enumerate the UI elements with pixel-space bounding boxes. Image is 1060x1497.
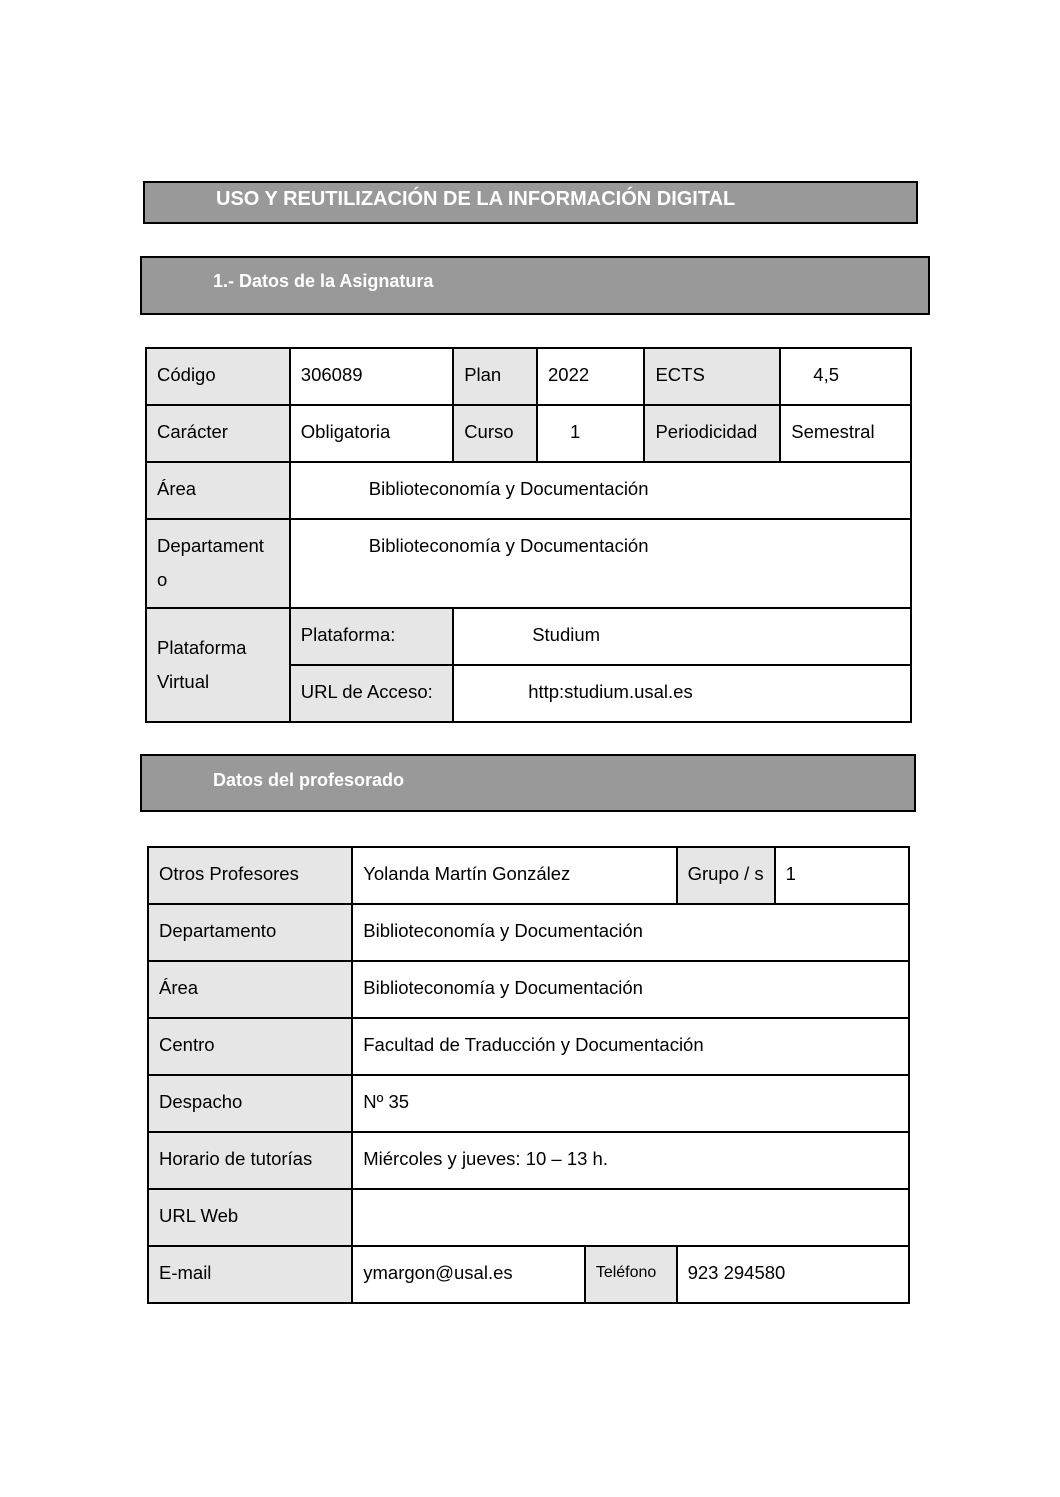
document-title-bar [143, 181, 918, 224]
departamento-value: Biblioteconomía y Documentación [352, 904, 909, 961]
telefono-value: 923 294580 [677, 1246, 909, 1303]
despacho-value: Nº 35 [352, 1075, 909, 1132]
url-web-value [352, 1189, 909, 1246]
plan-label: Plan [453, 348, 537, 405]
subject-data-table [145, 347, 912, 723]
ects-label: ECTS [644, 348, 780, 405]
curso-value: 1 [537, 405, 644, 462]
caracter-label: Carácter [146, 405, 290, 462]
ects-value: 4,5 [780, 348, 911, 405]
section-1-header [140, 256, 930, 315]
area-value: Biblioteconomía y Documentación [290, 462, 911, 519]
otros-profesores-value: Yolanda Martín González [352, 847, 676, 904]
area-label: Área [146, 462, 290, 519]
horario-value: Miércoles y jueves: 10 – 13 h. [352, 1132, 909, 1189]
section-2-heading: Datos del profesorado [213, 770, 405, 790]
email-label: E-mail [148, 1246, 352, 1303]
periodicidad-value: Semestral [780, 405, 911, 462]
area-value: Biblioteconomía y Documentación [352, 961, 909, 1018]
departamento-label: Departament o [146, 519, 290, 608]
teacher-data-table [147, 846, 910, 1304]
grupo-label: Grupo / s [677, 847, 775, 904]
plataforma-label: Plataforma: [290, 608, 453, 665]
codigo-value: 306089 [290, 348, 453, 405]
email-value: ymargon@usal.es [352, 1246, 585, 1303]
url-web-label: URL Web [148, 1189, 352, 1246]
otros-profesores-label: Otros Profesores [148, 847, 352, 904]
plataforma-value: Studium [453, 608, 911, 665]
plataforma-virtual-label: Plataforma Virtual [146, 608, 290, 722]
section-2-header [140, 754, 916, 812]
section-1-heading: 1.- Datos de la Asignatura [213, 271, 434, 291]
centro-label: Centro [148, 1018, 352, 1075]
caracter-value: Obligatoria [290, 405, 453, 462]
telefono-label: Teléfono [585, 1246, 677, 1303]
periodicidad-label: Periodicidad [644, 405, 780, 462]
curso-label: Curso [453, 405, 537, 462]
url-acceso-label: URL de Acceso: [290, 665, 453, 722]
despacho-label: Despacho [148, 1075, 352, 1132]
plan-value: 2022 [537, 348, 644, 405]
document-title: USO Y REUTILIZACIÓN DE LA INFORMACIÓN DIGITAL [216, 188, 736, 210]
url-acceso-value: http:studium.usal.es [453, 665, 911, 722]
departamento-label: Departamento [148, 904, 352, 961]
codigo-label: Código [146, 348, 290, 405]
grupo-value: 1 [775, 847, 909, 904]
area-label: Área [148, 961, 352, 1018]
departamento-value: Biblioteconomía y Documentación [290, 519, 911, 608]
centro-value: Facultad de Traducción y Documentación [352, 1018, 909, 1075]
horario-label: Horario de tutorías [148, 1132, 352, 1189]
